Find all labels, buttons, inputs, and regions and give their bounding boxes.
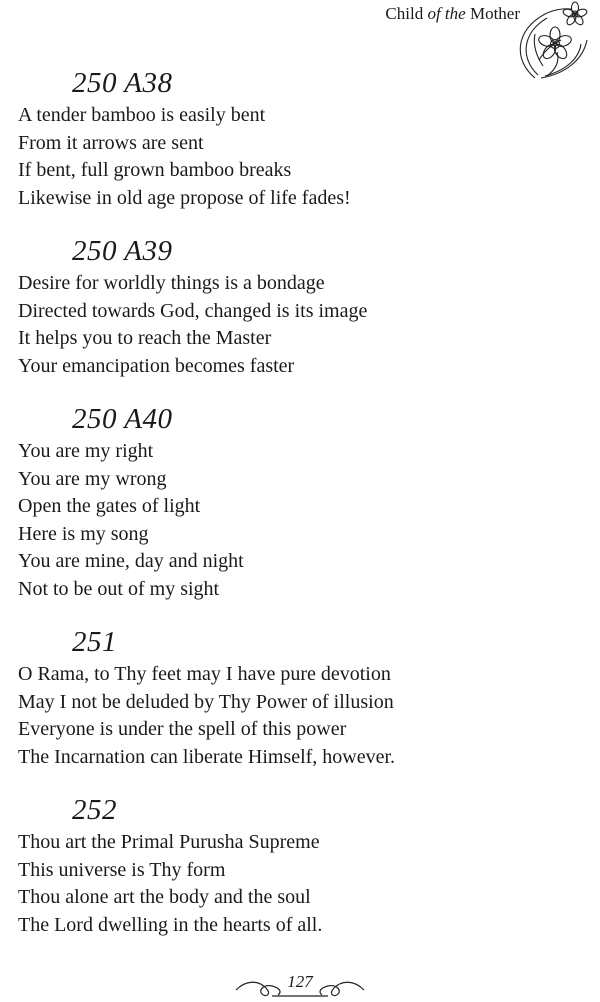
poem-line: Likewise in old age propose of life fades! [18, 186, 351, 209]
poem-line: The Lord dwelling in the hearts of all. [18, 913, 323, 936]
poem [18, 402, 588, 603]
header-mother: Mother [469, 4, 520, 23]
poem-number: 250 A40 [72, 403, 173, 435]
poem-line: You are my right [18, 440, 154, 462]
poem [18, 625, 588, 771]
poem-line: This universe is Thy form [18, 858, 226, 881]
header-child: Child [385, 4, 424, 23]
poem-number: 250 A38 [72, 67, 173, 99]
header-of-the: of the [427, 4, 466, 23]
poem-number: 252 [72, 794, 117, 826]
poem-line: Your emancipation becomes faster [18, 354, 295, 377]
poem-line: Not to be out of my sight [18, 577, 220, 600]
page-footer [0, 966, 600, 1002]
poem-line: Thou art the Primal Purusha Supreme [18, 831, 320, 853]
poem-line: A tender bamboo is easily bent [18, 104, 266, 126]
poem-line: From it arrows are sent [18, 131, 204, 154]
poem-line: It helps you to reach the Master [18, 327, 272, 349]
poem-line: Everyone is under the spell of this power [18, 718, 347, 740]
poem-line: You are my wrong [18, 467, 167, 490]
poem-line: You are mine, day and night [18, 550, 244, 572]
running-header [385, 4, 520, 24]
poem-list [18, 66, 588, 961]
page-number: 127 [287, 972, 313, 991]
poem [18, 66, 588, 212]
poem-line: Here is my song [18, 522, 149, 545]
poem-line: May I not be deluded by Thy Power of illusion [18, 690, 394, 713]
poem-line: Thou alone art the body and the soul [18, 886, 311, 908]
poem [18, 793, 588, 939]
poem-line: If bent, full grown bamboo breaks [18, 159, 292, 181]
poem-line: Desire for worldly things is a bondage [18, 272, 325, 294]
poem-number: 251 [72, 626, 117, 658]
poem-line: Directed towards God, changed is its image [18, 299, 368, 322]
poem-line: Open the gates of light [18, 495, 201, 517]
poem-number: 250 A39 [72, 235, 173, 267]
poem-line: The Incarnation can liberate Himself, however. [18, 745, 396, 768]
poem-line: O Rama, to Thy feet may I have pure devotion [18, 663, 391, 685]
poem [18, 234, 588, 380]
